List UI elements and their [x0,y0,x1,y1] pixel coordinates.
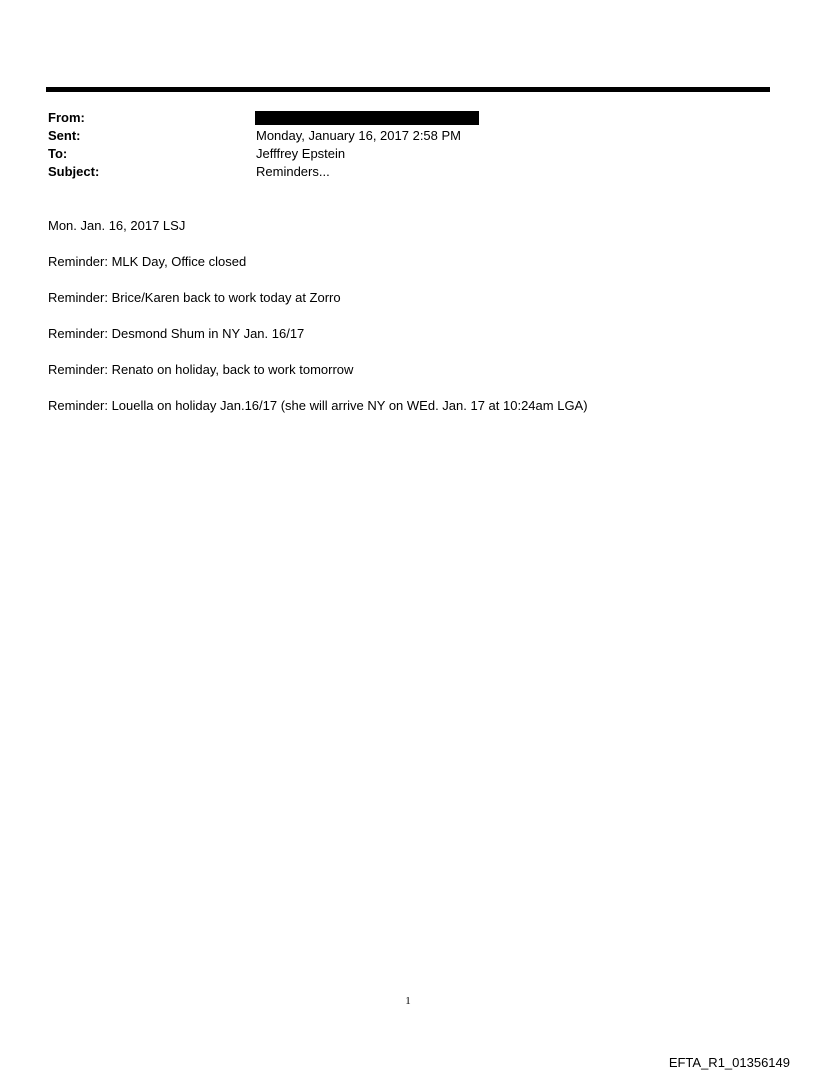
sent-label: Sent: [48,128,81,143]
header-divider [46,87,770,92]
email-header [48,109,748,181]
sent-row [48,127,748,145]
subject-value: Reminders... [256,164,330,179]
body-line-reminder: Reminder: Brice/Karen back to work today at Zorro [48,290,341,305]
subject-row [48,163,748,181]
body-line-reminder: Reminder: Desmond Shum in NY Jan. 16/17 [48,326,305,341]
from-row [48,109,748,127]
body-line-reminder: Reminder: MLK Day, Office closed [48,254,247,269]
page-number: 1 [405,995,411,1007]
email-body [48,217,788,433]
subject-label: Subject: [48,164,100,179]
sent-value: Monday, January 16, 2017 2:58 PM [256,128,461,143]
to-row [48,145,748,163]
to-label: To: [48,146,68,161]
redaction-box [255,111,479,125]
body-line-date: Mon. Jan. 16, 2017 LSJ [48,218,186,233]
body-line-reminder: Reminder: Renato on holiday, back to work tomorrow [48,362,354,377]
body-line-reminder: Reminder: Louella on holiday Jan.16/17 (she will arrive NY on WEd. Jan. 17 at 10:24am LGA) [48,398,588,413]
to-value: Jefffrey Epstein [256,146,346,161]
document-id: EFTA_R1_01356149 [668,1055,790,1070]
from-label: From: [48,110,85,125]
